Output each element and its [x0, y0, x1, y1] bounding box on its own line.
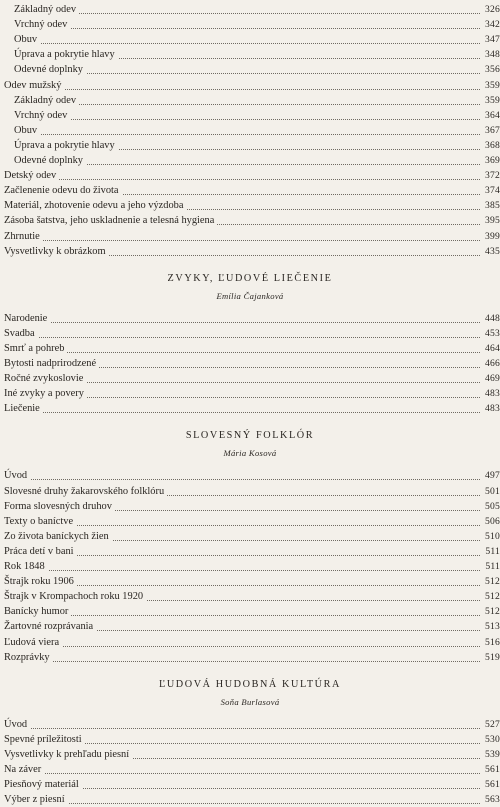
- toc-entry-page: 519: [482, 651, 500, 665]
- toc-entry-page: 506: [482, 515, 500, 529]
- toc-entry-title: Svadba: [4, 327, 38, 341]
- toc-entry-title: Smrť a pohreb: [4, 342, 67, 356]
- toc-entry-page: 497: [482, 469, 500, 483]
- toc-entry-page: 356: [482, 63, 500, 77]
- toc-entry-title: Na záver: [4, 763, 44, 777]
- toc-entry-page: 367: [482, 124, 500, 138]
- toc-entry-title: Vysvetlivky k prehľadu piesní: [4, 748, 132, 762]
- toc-entry-page: 369: [482, 154, 500, 168]
- toc-entry-title: Obuv: [14, 124, 40, 138]
- toc-entry-page: 372: [482, 169, 500, 183]
- toc-entry-title: Detský odev: [4, 169, 59, 183]
- toc-entry-title: Rozprávky: [4, 651, 53, 665]
- toc-entry-title: Vysvetlivky k obrázkom: [4, 245, 109, 259]
- section-author: Mária Kosová: [223, 448, 277, 459]
- toc-entry-title: Štrajk v Krompachoch roku 1920: [4, 590, 146, 604]
- dot-leader: [14, 0, 480, 14]
- toc-entry-page: 399: [482, 230, 500, 244]
- toc-entry-page: 511: [482, 545, 500, 559]
- toc-entry-title: Odevné doplnky: [14, 154, 86, 168]
- toc-entry-page: 561: [482, 778, 500, 792]
- toc-entry-page: 561: [482, 763, 500, 777]
- toc-entry-page: 448: [482, 312, 500, 326]
- toc-entry-title: Úprava a pokrytie hlavy: [14, 48, 118, 62]
- dot-leader: [4, 75, 480, 90]
- toc-entry-title: Žartovné rozprávania: [4, 620, 96, 634]
- toc-entry-page: 348: [482, 48, 500, 62]
- dot-leader: [4, 465, 480, 480]
- toc-entry-page: 512: [482, 590, 500, 604]
- toc-entry-title: Obuv: [14, 33, 40, 47]
- toc-entry-title: Základný odev: [14, 3, 79, 17]
- toc-entry-page: 483: [482, 402, 500, 416]
- dot-leader: [14, 14, 480, 29]
- toc-entry-page: 511: [482, 560, 500, 574]
- dot-leader: [4, 601, 480, 616]
- toc-entry-page: 453: [482, 327, 500, 341]
- section-title: ZVYKY, ĽUDOVÉ LIEČENIE: [167, 272, 333, 284]
- toc-entry-page: 512: [482, 575, 500, 589]
- toc-entry-page: 513: [482, 620, 500, 634]
- toc-entry: [0, 402, 500, 416]
- toc-entry-page: 563: [482, 793, 500, 807]
- toc-entry-title: Liečenie: [4, 402, 43, 416]
- dot-leader: [4, 647, 480, 662]
- toc-entry-title: Práca detí v bani: [4, 545, 77, 559]
- toc-entry-page: 505: [482, 500, 500, 514]
- section-title: ĽUDOVÁ HUDOBNÁ KULTÚRA: [159, 678, 341, 690]
- toc-entry-page: 464: [482, 342, 500, 356]
- toc-entry-page: 385: [482, 199, 500, 213]
- dot-leader: [4, 226, 480, 241]
- toc-entry-title: Ľudová viera: [4, 636, 62, 650]
- toc-entry-title: Zásoba šatstva, jeho uskladnenie a telesná hygiena: [4, 214, 217, 228]
- dot-leader: [4, 165, 480, 180]
- toc-entry-title: Vrchný odev: [14, 109, 70, 123]
- toc-entry-page: 374: [482, 184, 500, 198]
- dot-leader: [4, 632, 480, 647]
- toc-entry-title: Úvod: [4, 718, 30, 732]
- toc-entry-page: 364: [482, 109, 500, 123]
- toc-entry-page: 395: [482, 214, 500, 228]
- toc-entry-title: Texty o baníctve: [4, 515, 76, 529]
- toc-entry-page: 435: [482, 245, 500, 259]
- toc-entry-title: Výber z piesní: [4, 793, 68, 807]
- toc-entry-page: 501: [482, 485, 500, 499]
- toc-entry-page: 359: [482, 79, 500, 93]
- toc-entry-page: 530: [482, 733, 500, 747]
- dot-leader: [4, 323, 480, 338]
- toc-entry-page: 512: [482, 605, 500, 619]
- dot-leader: [4, 714, 480, 729]
- dot-leader: [4, 759, 480, 774]
- toc-entry-page: 466: [482, 357, 500, 371]
- toc-entry-title: Banícky humor: [4, 605, 71, 619]
- toc-entry-page: 347: [482, 33, 500, 47]
- toc-entry-page: 527: [482, 718, 500, 732]
- toc-entry-title: Odevné doplnky: [14, 63, 86, 77]
- toc-entry: [0, 245, 500, 259]
- dot-leader: [4, 338, 480, 353]
- section-title: SLOVESNÝ FOLKLÓR: [185, 430, 315, 442]
- toc-entry-title: Materiál, zhotovenie odevu a jeho výzdoba: [4, 199, 186, 213]
- toc-entry-title: Piesňový materiál: [4, 778, 82, 792]
- section-author: Emília Čajanková: [216, 290, 284, 301]
- dot-leader: [14, 120, 480, 135]
- toc-entry-title: Vrchný odev: [14, 18, 70, 32]
- dot-leader: [4, 308, 480, 323]
- toc-entry-title: Spevné príležitosti: [4, 733, 85, 747]
- toc-entry-page: 483: [482, 387, 500, 401]
- toc-entry-title: Ročné zvykoslovie: [4, 372, 86, 386]
- toc-entry-title: Slovesné druhy žakarovského folklóru: [4, 485, 167, 499]
- toc-entry-title: Začlenenie odevu do života: [4, 184, 122, 198]
- dot-leader: [4, 556, 480, 571]
- toc-entry-title: Úprava a pokrytie hlavy: [14, 139, 118, 153]
- toc-entry: [0, 793, 500, 807]
- toc-entry-page: 510: [482, 530, 500, 544]
- toc-entry: [0, 651, 500, 665]
- toc-entry-page: 539: [482, 748, 500, 762]
- section-author: Soňa Burlasová: [220, 696, 280, 707]
- toc-entry-title: Základný odev: [14, 94, 79, 108]
- toc-entry-page: 359: [482, 94, 500, 108]
- toc-entry-title: Úvod: [4, 469, 30, 483]
- toc-entry-page: 342: [482, 18, 500, 32]
- toc-entry-page: 516: [482, 636, 500, 650]
- toc-entry-title: Narodenie: [4, 312, 50, 326]
- toc-entry-title: Forma slovesných druhov: [4, 500, 115, 514]
- toc-entry-page: 326: [482, 3, 500, 17]
- toc-entry-title: Bytosti nadprirodzené: [4, 357, 99, 371]
- toc-entry-title: Iné zvyky a povery: [4, 387, 87, 401]
- dot-leader: [4, 398, 480, 413]
- dot-leader: [14, 105, 480, 120]
- toc-entry-page: 469: [482, 372, 500, 386]
- toc-entry-title: Zhrnutie: [4, 230, 43, 244]
- dot-leader: [4, 789, 480, 804]
- toc-entry-title: Odev mužský: [4, 79, 64, 93]
- toc-entry-title: Zo života baníckych žien: [4, 530, 112, 544]
- dot-leader: [14, 90, 480, 105]
- dot-leader: [14, 29, 480, 44]
- toc-entry-title: Rok 1848: [4, 560, 48, 574]
- toc-entry-page: 368: [482, 139, 500, 153]
- toc-entry-title: Štrajk roku 1906: [4, 575, 77, 589]
